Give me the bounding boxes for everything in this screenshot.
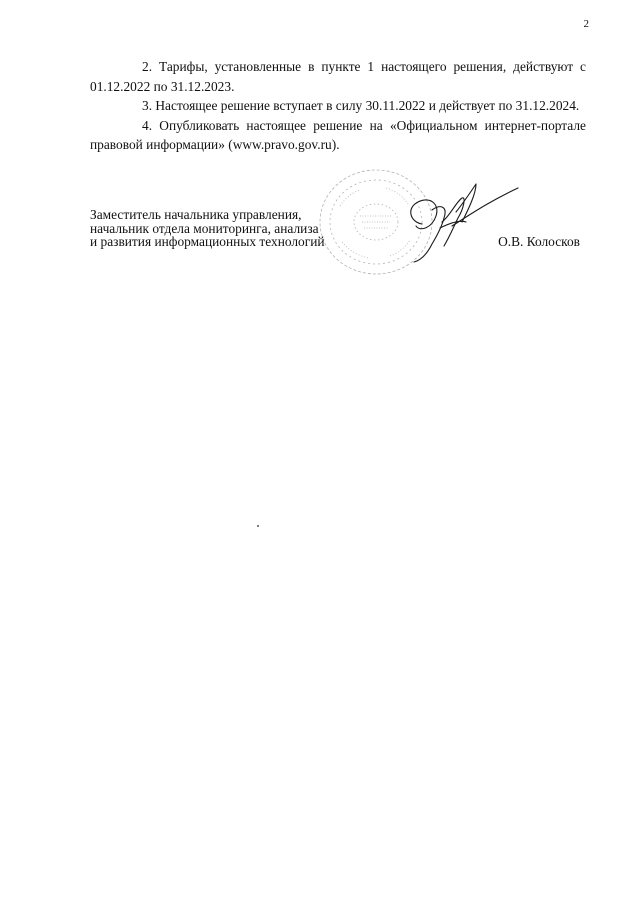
page-number: 2: [583, 18, 589, 30]
paragraph-tariffs: 2. Тарифы, установленные в пункте 1 настоящего решения, действуют с 01.12.2022 по 31.12.2023.: [90, 59, 586, 94]
paragraph-publication: 4. Опубликовать настоящее решение на «Официальном интернет-портале правовой информации» (www.pravo.gov.ru).: [90, 117, 586, 152]
signer-title-line: Заместитель начальника управления,: [90, 207, 302, 222]
scan-dot-mark: [257, 525, 259, 527]
document-body: [90, 57, 586, 155]
paragraph-effective-date: 3. Настоящее решение вступает в силу 30.11.2022 и действует по 31.12.2024.: [142, 98, 580, 113]
signer-title-line: начальник отдела мониторинга, анализа: [90, 220, 319, 236]
signer-title: [90, 208, 325, 249]
signature-block: [90, 208, 586, 278]
signer-title-line: и развития информационных технологий: [90, 234, 325, 249]
handwritten-signature-icon: [392, 182, 522, 264]
signer-name: О.В. Колосков: [498, 234, 580, 249]
